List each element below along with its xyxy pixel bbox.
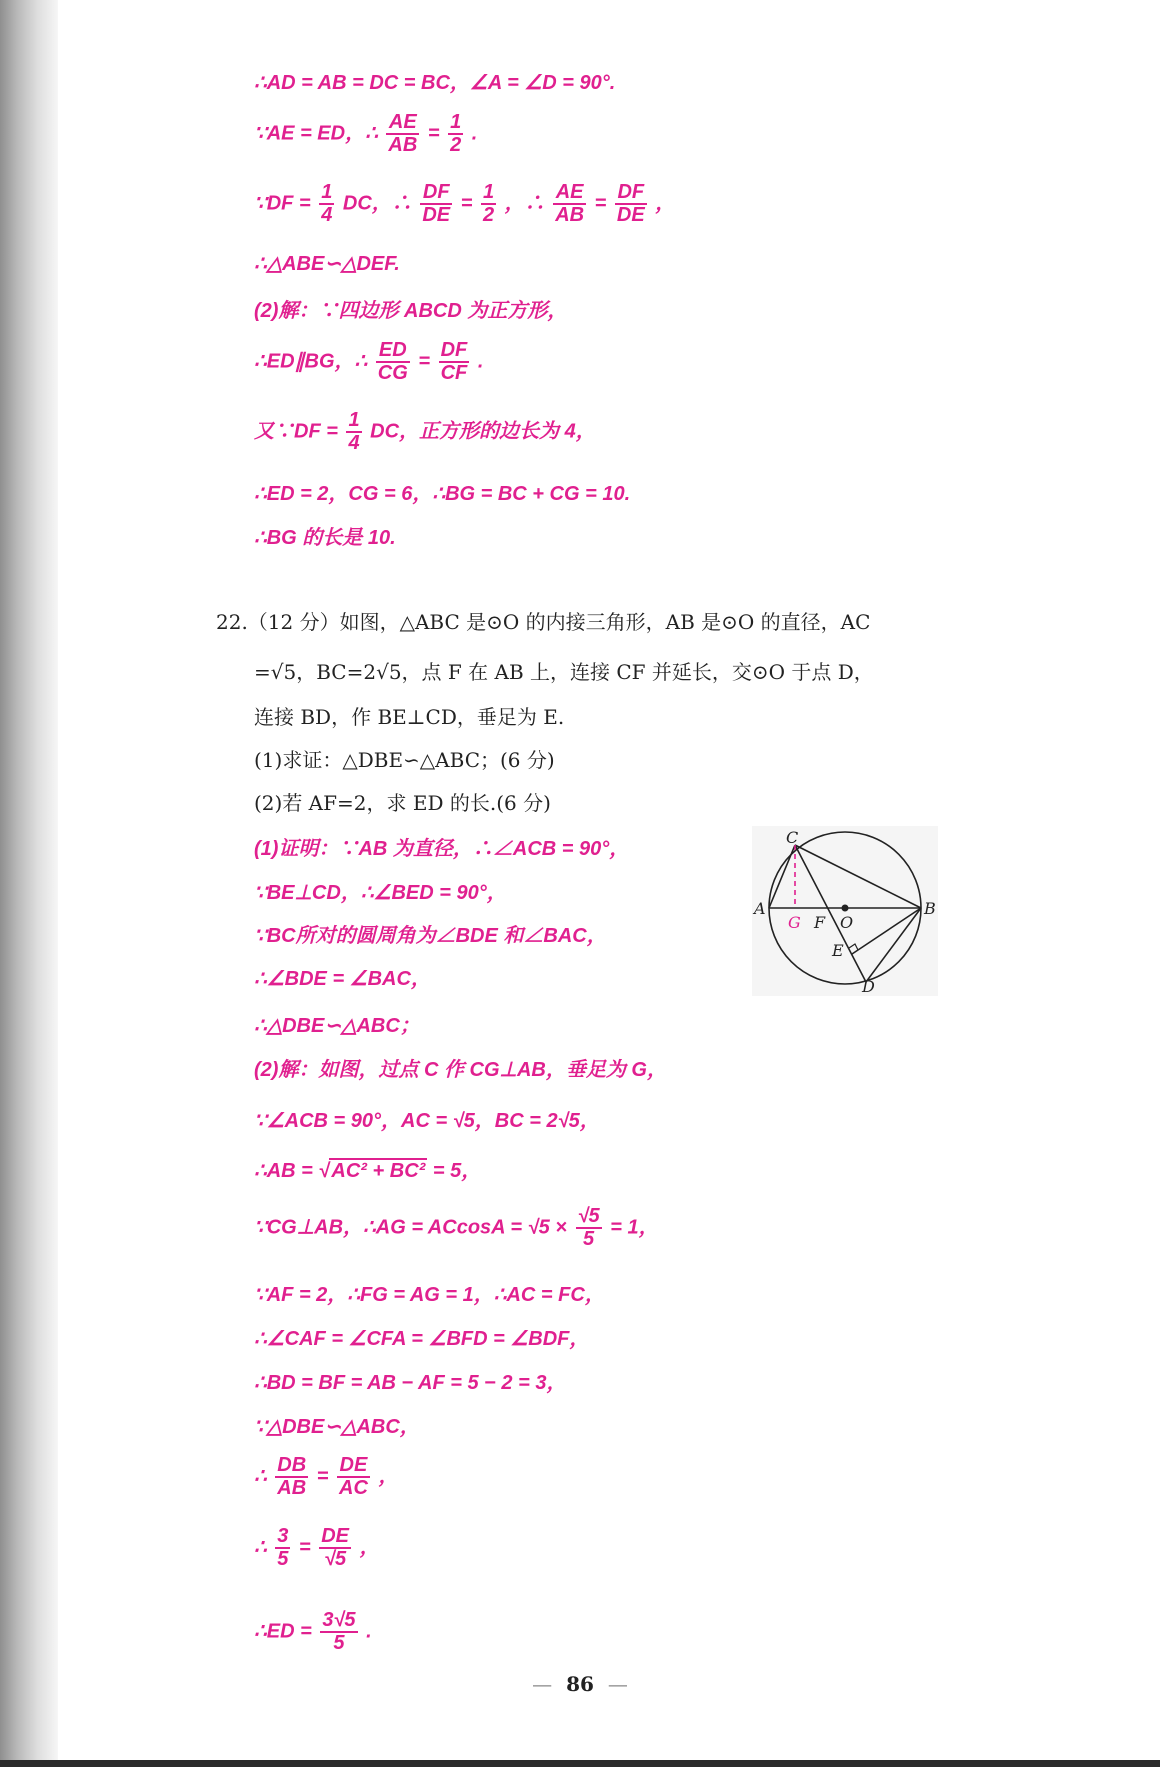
text-segment: . xyxy=(471,122,478,145)
text-segment: ∴ xyxy=(254,1465,267,1488)
fraction-df-cf xyxy=(439,340,470,384)
text-segment: ∴AB = xyxy=(254,1160,313,1182)
fraction-ae-ab xyxy=(386,112,419,156)
numerator: 1 xyxy=(321,181,333,203)
denominator: CG xyxy=(377,362,408,384)
denominator: AB xyxy=(277,1477,307,1499)
text-segment: ∵CG⊥AB，∴AG = ACcosA = √5 × xyxy=(254,1216,567,1239)
text-segment: ，∴ xyxy=(504,192,545,215)
answer-line-1: ∴AD = AB = DC = BC，∠A = ∠D = 90°. xyxy=(254,72,616,94)
denominator: 4 xyxy=(321,204,333,226)
answer-line-8: ∴ED = 2，CG = 6，∴BG = BC + CG = 10. xyxy=(254,483,631,505)
denominator: 5 xyxy=(583,1228,595,1250)
text-segment: . xyxy=(477,350,484,373)
solution-line-5: ∴△DBE∽△ABC； xyxy=(254,1015,420,1037)
solution-line-3: ∵BC所对的圆周角为∠BDE 和∠BAC， xyxy=(254,925,607,947)
denominator: 5 xyxy=(277,1548,289,1570)
solution-line-15 xyxy=(254,1526,380,1570)
question-line-1: 22.（12 分）如图，△ABC 是⊙O 的内接三角形，AB 是⊙O 的直径，AC xyxy=(216,610,871,634)
numerator: √5 xyxy=(577,1205,600,1227)
numerator: DF xyxy=(420,182,452,205)
fraction-ed-cg xyxy=(376,340,410,384)
answer-line-6 xyxy=(254,340,483,384)
page-number xyxy=(0,1672,1160,1696)
fraction-1-2 xyxy=(481,182,496,226)
text-segment: = xyxy=(427,122,440,145)
radicand: AC² + BC² xyxy=(331,1160,426,1182)
numerator: DF xyxy=(615,182,647,205)
solution-line-13: ∵△DBE∽△ABC， xyxy=(254,1416,420,1438)
solution-line-12: ∴BD = BF = AB − AF = 5 − 2 = 3， xyxy=(254,1372,567,1394)
text-segment: = xyxy=(460,192,473,215)
answer-line-9: ∴BG 的长是 10. xyxy=(254,527,396,549)
text-segment: ， xyxy=(655,192,676,215)
fraction-db-ab xyxy=(275,1455,308,1499)
center-point-o xyxy=(842,905,849,912)
fraction-sqrt5-5 xyxy=(576,1206,602,1250)
bottom-edge xyxy=(0,1760,1160,1767)
numerator: 1 xyxy=(450,111,462,133)
solution-line-16 xyxy=(254,1610,372,1654)
answer-line-4: ∴△ABE∽△DEF. xyxy=(254,253,400,275)
text-segment: ∵DF = xyxy=(254,192,311,215)
text-segment: ∴ED∥BG，∴ xyxy=(254,350,368,373)
label-g: G xyxy=(788,913,801,932)
question-part-1: (1)求证：△DBE∽△ABC；(6 分) xyxy=(254,748,555,772)
text-segment: DC，∴ xyxy=(342,192,412,215)
denominator: 4 xyxy=(348,432,360,454)
geometry-figure xyxy=(752,826,938,996)
segment-bd xyxy=(866,908,921,982)
text-segment: = xyxy=(316,1465,329,1488)
numerator: DB xyxy=(277,1454,307,1476)
fraction-1-2 xyxy=(448,112,463,156)
page-spine-shadow xyxy=(0,0,58,1767)
denominator: 5 xyxy=(333,1632,345,1654)
circle-diagram xyxy=(752,826,938,996)
question-line-2: =√5，BC=2√5，点 F 在 AB 上，连接 CF 并延长，交⊙O 于点 D， xyxy=(254,660,874,684)
solution-line-8: ∴AB = √ AC² + BC² = 5， xyxy=(254,1160,482,1182)
segment-cb xyxy=(795,845,921,908)
numerator: DE xyxy=(321,1525,350,1547)
denominator: √5 xyxy=(324,1548,347,1570)
numerator: DF xyxy=(440,339,468,361)
question-part-2: (2)若 AF=2，求 ED 的长.(6 分) xyxy=(254,791,551,815)
text-segment: ∵AE = ED，∴ xyxy=(254,122,378,145)
numerator: 1 xyxy=(482,181,495,203)
numerator: ED xyxy=(376,340,410,363)
numerator: AE xyxy=(553,182,586,205)
denominator: CF xyxy=(440,362,468,384)
denominator: AB xyxy=(555,204,585,226)
solution-line-10: ∵AF = 2，∴FG = AG = 1，∴AC = FC， xyxy=(254,1284,605,1306)
text-segment: 又∵DF = xyxy=(254,420,338,443)
denominator: AB xyxy=(388,134,418,156)
label-b: B xyxy=(924,899,936,918)
fraction-1-4 xyxy=(319,182,334,226)
text-segment: = xyxy=(418,350,431,373)
text-segment: . xyxy=(366,1620,372,1643)
label-o: O xyxy=(840,913,854,932)
text-segment: ∴ED = xyxy=(254,1620,312,1643)
label-f: F xyxy=(814,913,826,932)
answer-line-5: (2)解：∵四边形 ABCD 为正方形， xyxy=(254,300,568,322)
question-line-3: 连接 BD，作 BE⊥CD，垂足为 E. xyxy=(254,705,565,729)
fraction-1-4 xyxy=(346,410,361,454)
denominator: 2 xyxy=(450,134,462,156)
text-segment: = xyxy=(298,1536,311,1559)
text-segment: DC，正方形的边长为 4， xyxy=(370,420,596,443)
answer-line-2 xyxy=(254,112,477,156)
text-segment: = xyxy=(594,192,607,215)
text-segment: ， xyxy=(378,1465,399,1488)
solution-line-11: ∴∠CAF = ∠CFA = ∠BFD = ∠BDF， xyxy=(254,1328,590,1350)
label-c: C xyxy=(786,828,799,847)
fraction-ae-ab xyxy=(553,182,586,226)
text-segment: ， xyxy=(359,1536,380,1559)
solution-line-7: ∵∠ACB = 90°，AC = √5，BC = 2√5， xyxy=(254,1110,600,1132)
solution-line-1: (1)证明：∵AB 为直径，∴∠ACB = 90°， xyxy=(254,838,630,860)
solution-line-14 xyxy=(254,1455,398,1499)
fraction-de-ac xyxy=(337,1455,370,1499)
label-e: E xyxy=(832,941,844,960)
segment-cd xyxy=(795,845,866,982)
label-d: D xyxy=(862,977,875,996)
numerator: 3 xyxy=(277,1525,289,1547)
dash-decoration: — xyxy=(607,1672,628,1696)
fraction-de-sqrt5 xyxy=(319,1526,351,1570)
fraction-3-5 xyxy=(275,1526,290,1570)
denominator: AC xyxy=(339,1477,368,1499)
answer-line-3 xyxy=(254,182,675,226)
text-segment: = 5， xyxy=(432,1160,482,1182)
solution-line-4: ∴∠BDE = ∠BAC， xyxy=(254,968,431,990)
segment-ac xyxy=(769,845,795,908)
fraction-3sqrt5-5 xyxy=(320,1610,357,1654)
text-segment: ∴ xyxy=(254,1536,267,1559)
label-a: A xyxy=(754,899,766,918)
dash-decoration: — xyxy=(532,1672,553,1696)
text-segment: = 1， xyxy=(610,1216,659,1239)
denominator: 2 xyxy=(482,204,495,226)
solution-line-6: (2)解：如图，过点 C 作 CG⊥AB，垂足为 G， xyxy=(254,1059,667,1081)
numerator: 3√5 xyxy=(322,1609,356,1631)
fraction-df-de xyxy=(615,182,647,226)
denominator: DE xyxy=(422,204,451,226)
answer-line-7 xyxy=(254,410,596,454)
solution-line-2: ∵BE⊥CD，∴∠BED = 90°， xyxy=(254,882,507,904)
denominator: DE xyxy=(616,204,645,226)
page-number-value: 86 xyxy=(566,1672,594,1696)
solution-line-9 xyxy=(254,1206,659,1250)
numerator: DE xyxy=(337,1455,370,1478)
fraction-df-de xyxy=(420,182,452,226)
numerator: 1 xyxy=(348,409,360,431)
numerator: AE xyxy=(386,112,419,135)
right-angle-mark xyxy=(849,944,858,950)
